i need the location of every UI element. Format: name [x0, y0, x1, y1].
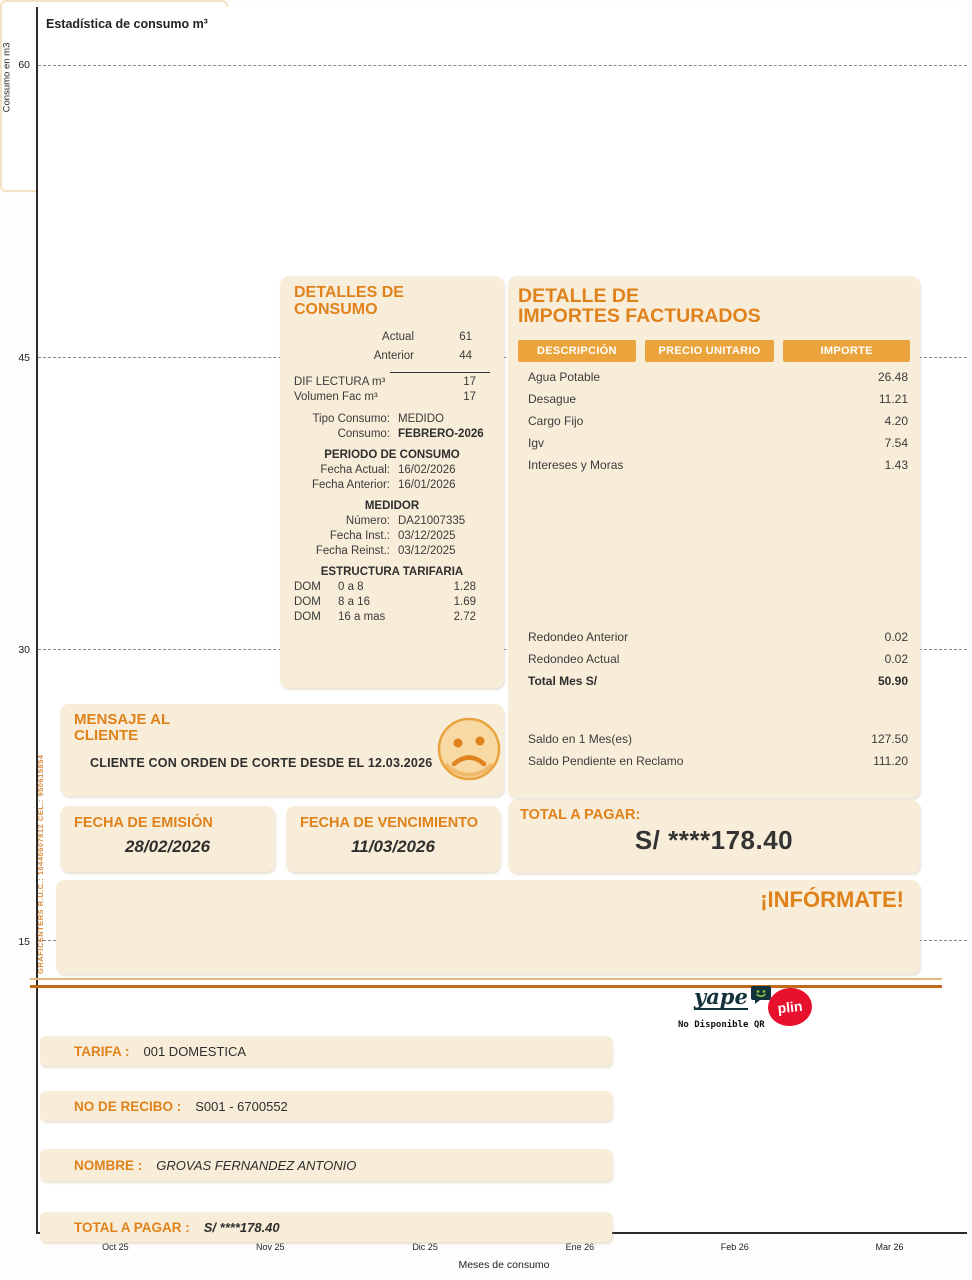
summary-recibo-label: NO DE RECIBO :: [74, 1098, 182, 1114]
consumo-title-line2: CONSUMO: [294, 300, 378, 318]
fecha-actual-label: Fecha Actual:: [320, 463, 390, 476]
row-value: 26.48: [877, 369, 908, 384]
printer-credit-vertical-text: GRAFICENTERS R.U.C.: 10440607812 CEL.: 950615854: [36, 754, 45, 974]
row-value: 7.54: [884, 435, 908, 450]
chart-x-tick-label: Feb 26: [720, 1242, 749, 1252]
tarifa-row-rango: 16 a mas: [338, 610, 386, 623]
tarifa-row-precio: 1.28: [453, 580, 476, 593]
fecha-anterior-value: 16/01/2026: [398, 478, 456, 491]
dif-lectura-label: DIF LECTURA m³: [294, 375, 386, 388]
row-value: 111.20: [873, 753, 908, 768]
volumen-fac-label: Volumen Fac m³: [294, 390, 378, 403]
total-mes-value: 50.90: [877, 673, 908, 688]
estructura-tarifaria-title: ESTRUCTURA TARIFARIA: [320, 565, 464, 578]
chart-x-tick-label: Oct 25: [102, 1242, 129, 1252]
mensaje-title-line2: CLIENTE: [74, 726, 139, 744]
row-label: Redondeo Actual: [528, 651, 620, 666]
column-header-descripcion: DESCRIPCIÓN: [518, 340, 636, 362]
chart-y-tick-label: 15: [18, 935, 30, 948]
tarifa-row-precio: 2.72: [453, 610, 476, 623]
fecha-inst-value: 03/12/2025: [398, 529, 456, 542]
tarifa-row-dom: DOM: [294, 595, 321, 608]
total-mes-label: Total Mes S/: [528, 673, 598, 688]
summary-tarifa-value: 001 DOMESTICA: [143, 1043, 247, 1059]
chart-bars: [40, 7, 965, 1232]
importes-title-line1: DETALLE DE: [518, 285, 639, 307]
row-label: Agua Potable: [528, 369, 601, 384]
fecha-vencimiento-value: 11/03/2026: [351, 837, 435, 857]
row-value: 11.21: [878, 391, 908, 406]
fecha-anterior-label: Fecha Anterior:: [312, 478, 390, 491]
column-header-precio-unitario: PRECIO UNITARIO: [645, 340, 775, 362]
chart-y-tick-label: 45: [18, 351, 30, 364]
row-value: 0.02: [884, 629, 908, 644]
chart-y-axis-label: Consumo en m3: [1, 42, 13, 113]
row-value: 127.50: [871, 731, 908, 746]
chart-xticks: [38, 1242, 967, 1252]
summary-nombre-value: GROVAS FERNANDEZ ANTONIO: [156, 1157, 357, 1173]
fecha-emision-title: FECHA DE EMISIÓN: [74, 815, 213, 831]
anterior-label: Anterior: [373, 349, 414, 362]
consumo-mes-label: Consumo:: [337, 427, 390, 440]
row-label: Redondeo Anterior: [528, 629, 629, 644]
medidor-numero-label: Número:: [345, 514, 390, 527]
importes-title-line2: IMPORTES FACTURADOS: [518, 305, 761, 328]
row-label: Saldo en 1 Mes(es): [528, 731, 633, 746]
no-qr-text: No Disponible QR: [678, 1020, 765, 1030]
fecha-reinst-label: Fecha Reinst.:: [315, 544, 390, 557]
mensaje-title-line1: MENSAJE AL: [74, 711, 171, 728]
fecha-inst-label: Fecha Inst.:: [329, 529, 390, 542]
summary-nombre-label: NOMBRE :: [74, 1157, 143, 1173]
row-label: Igv: [528, 435, 545, 450]
chart-x-tick-label: Dic 25: [412, 1242, 438, 1252]
total-pagar-value: S/ ****178.40: [634, 825, 794, 856]
summary-tarifa-label: TARIFA :: [74, 1043, 130, 1059]
row-label: Desague: [528, 391, 577, 406]
chart-title: Estadística de consumo m³: [46, 17, 208, 31]
consumo-mes-value: FEBRERO-2026: [398, 427, 484, 440]
tarifa-row-rango: 8 a 16: [338, 595, 370, 608]
volumen-fac-value: 17: [463, 390, 476, 403]
tarifa-row-precio: 1.69: [453, 595, 476, 608]
yape-wordmark: yape: [694, 984, 748, 1009]
plin-logo: plin: [766, 986, 814, 1028]
row-label: Cargo Fijo: [528, 413, 584, 428]
periodo-consumo-title: PERIODO DE CONSUMO: [324, 448, 460, 461]
chart-x-tick-label: Ene 26: [565, 1242, 595, 1252]
anterior-value: 44: [459, 349, 472, 362]
tarifa-row-dom: DOM: [294, 610, 321, 623]
row-label: Saldo Pendiente en Reclamo: [528, 753, 684, 768]
actual-label: Actual: [382, 330, 414, 343]
mensaje-text: CLIENTE CON ORDEN DE CORTE DESDE EL 12.03.2026: [90, 755, 433, 770]
row-value: 4.20: [884, 413, 908, 428]
tarifa-row-rango: 0 a 8: [338, 580, 364, 593]
chart-x-axis-label: Meses de consumo: [458, 1259, 550, 1271]
fecha-reinst-value: 03/12/2025: [398, 544, 456, 557]
row-value: 1.43: [884, 457, 908, 472]
tipo-consumo-value: MEDIDO: [398, 412, 444, 425]
chart-x-tick-label: Mar 26: [875, 1242, 904, 1252]
consumo-title-line1: DETALLES DE: [294, 284, 404, 301]
dif-lectura-value: 17: [463, 375, 476, 388]
summary-recibo-value: S001 - 6700552: [195, 1098, 288, 1114]
row-label: Intereses y Moras: [528, 457, 624, 472]
chart-plot-area: [36, 7, 967, 1234]
chart-y-tick-label: 30: [18, 643, 30, 656]
fecha-emision-value: 28/02/2026: [124, 837, 211, 857]
informate-text: ¡INFÓRMATE!: [760, 887, 904, 912]
row-value: 0.02: [884, 651, 908, 666]
fecha-vencimiento-title: FECHA DE VENCIMIENTO: [300, 815, 479, 831]
chart-y-tick-label: 60: [18, 59, 30, 72]
total-pagar-label: TOTAL A PAGAR:: [520, 807, 641, 823]
actual-value: 61: [459, 330, 472, 343]
chart-x-tick-label: Nov 25: [255, 1242, 285, 1252]
medidor-title: MEDIDOR: [364, 499, 420, 512]
medidor-numero-value: DA21007335: [398, 514, 466, 527]
column-header-importe: IMPORTE: [783, 340, 910, 362]
tarifa-row-dom: DOM: [294, 580, 321, 593]
summary-total-value: S/ ****178.40: [203, 1219, 280, 1235]
tipo-consumo-label: Tipo Consumo:: [312, 412, 390, 425]
summary-total-label: TOTAL A PAGAR :: [74, 1219, 190, 1235]
chart-yticks: [14, 7, 34, 1234]
fecha-actual-value: 16/02/2026: [398, 463, 456, 476]
